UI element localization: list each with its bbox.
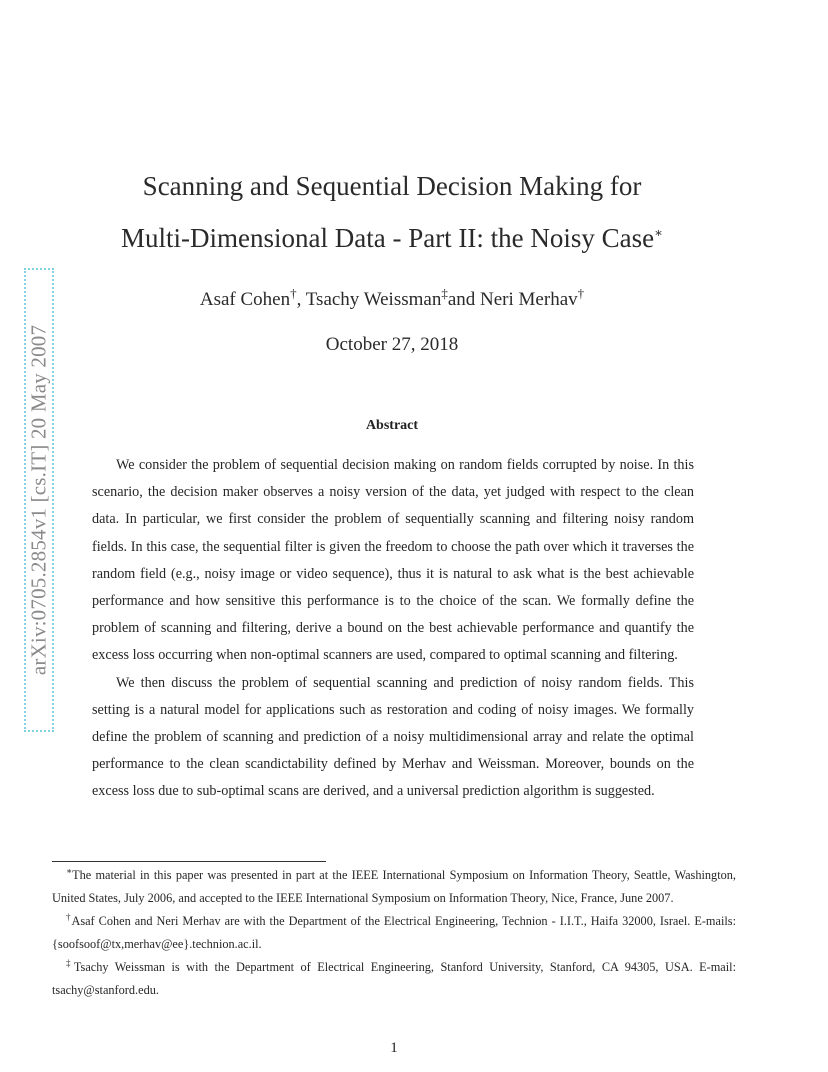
author-name: Asaf Cohen [199, 289, 291, 310]
paper-title-line-2-text: Multi-Dimensional Data - Part II: the Noisy Case [121, 223, 655, 253]
author-name: Tsachy Weissman [305, 289, 442, 310]
author-separator: and [447, 289, 481, 310]
footnotes [52, 864, 736, 1002]
footnote-mark: ∗ [66, 865, 73, 876]
author-affiliation-mark: ‡ [441, 285, 448, 301]
abstract-paragraph: We then discuss the problem of sequential scanning and prediction of noisy random fields. This setting is a natural model for applications such as restoration and coding of noisy images. We formally define the problem of scanning and prediction of a noisy multidimensional array and relate the optimal performance to the clean scandictability defined by Merhav and Weissman. Moreover, bounds on the excess loss due to sub-optimal scans are derived, and a universal prediction algorithm is suggested. [92, 674, 694, 800]
footnote [52, 910, 736, 956]
author-separator: , [296, 289, 306, 310]
paper-title-line-1: Scanning and Sequential Decision Making for [142, 171, 642, 201]
footnote [52, 864, 736, 910]
paper-date: October 27, 2018 [325, 334, 459, 355]
title-footnote-mark: ∗ [654, 225, 663, 240]
abstract-body [92, 452, 694, 806]
arxiv-identifier: arXiv:0705.2854v1 [cs.IT] 20 May 2007 [26, 324, 51, 676]
footnote [52, 956, 736, 1002]
footnote-mark: † [66, 911, 72, 922]
author-name: Neri Merhav [480, 289, 578, 310]
footnote-divider [52, 861, 326, 862]
arxiv-stamp [24, 268, 54, 732]
author-affiliation-mark: † [577, 285, 585, 301]
footnote-mark: ‡ [66, 957, 74, 968]
author-affiliation-mark: † [290, 285, 297, 301]
footnote-text: Asaf Cohen and Neri Merhav are with the Department of the Electrical Engineering, Technion - I.I.T., Haifa 32000, Israel. E-mails: {soofsoof@tx,merhav@ee}.technion.ac.il. [52, 914, 736, 951]
page-number: 1 [390, 1040, 398, 1056]
footnote-text: Tsachy Weissman is with the Department of Electrical Engineering, Stanford University, Stanford, CA 94305, USA. E-mail: tsachy@stanford.edu. [52, 960, 737, 997]
abstract-heading: Abstract [365, 418, 419, 433]
paper-title-line-2 [90, 225, 694, 252]
abstract-paragraph: We consider the problem of sequential decision making on random fields corrupted by noise. In this scenario, the decision maker observes a noisy version of the data, yet judged with respect to the clean data. In particular, we first consider the problem of sequentially scanning and filtering noisy random fields. In this case, the sequential filter is given the freedom to choose the path over which it traverses the random field (e.g., noisy image or video sequence), thus it is natural to ask what is the best achievable performance and how sensitive this performance is to the choice of the scan. We formally define the problem of scanning and filtering, derive a bound on the best achievable performance and quantify the excess loss occurring when non-optimal scanners are used, compared to optimal scanning and filtering. [92, 457, 694, 664]
footnote-text: The material in this paper was presented in part at the IEEE International Symposium on Information Theory, Seattle, Washington, United States, July 2006, and accepted to the IEEE International Symposium on Information Theory, Nice, France, June 2007. [52, 868, 736, 905]
author-list [90, 285, 694, 311]
